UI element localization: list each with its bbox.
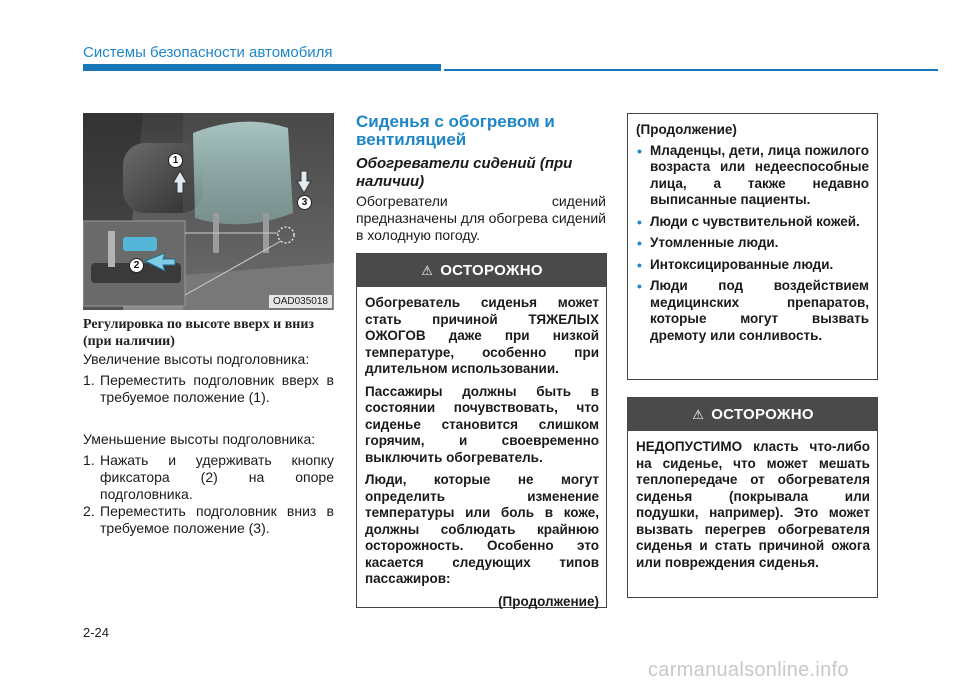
warning-body (628, 431, 877, 583)
warning-paragraph: НЕДОПУСТИМО класть что-либо на сиденье, что может мешать теплопередаче от обогревателя сиденья (покрывала или подушки, например). Это может вызвать перегрев обогревателя сиденья и стать причиной ожога или повреждения сиденья. (636, 439, 870, 570)
header-rule-thin (444, 69, 938, 71)
list-item (636, 235, 869, 252)
warning-paragraph: Люди, которые не могут определить изменение температуры или боль в коже, должны соблюдать крайнюю осторожность. Особенно это касается следующих типов пассажиров: (365, 472, 599, 586)
raise-steps (83, 372, 334, 406)
warning-body (357, 287, 606, 622)
photo-code: OAD035018 (269, 295, 332, 308)
list-item (83, 503, 334, 537)
headrest-photo (83, 113, 334, 310)
bullet-text: Люди с чувствительной кожей. (650, 213, 860, 229)
step-text: Переместить подголовник вверх в требуемое положение (1). (100, 372, 334, 405)
warning-title: ОСТОРОЖНО (711, 406, 814, 423)
step-text: Нажать и удерживать кнопку фиксатора (2) на опоре подголовника. (100, 452, 334, 502)
callout-3: 3 (297, 195, 312, 210)
header-rule-thick (83, 64, 441, 71)
step-number: 1. (83, 452, 95, 468)
lower-steps (83, 452, 334, 537)
bullet-icon: • (637, 142, 642, 159)
warning-header (357, 254, 606, 287)
page-number: 2-24 (83, 625, 110, 640)
raise-intro: Увеличение высоты подголовника: (83, 351, 310, 367)
warning-header (628, 398, 877, 431)
step-text: Переместить подголовник вниз в требуемое положение (3). (100, 503, 334, 536)
bullet-text: Младенцы, дети, лица пожилого возраста или недееспособные лица, а также недавно выписанные пациенты. (650, 142, 869, 207)
callout-1: 1 (168, 153, 183, 168)
warning-box-2 (627, 397, 878, 598)
photo-caption: Регулировка по высоте вверх и вниз (при наличии) (83, 317, 315, 349)
watermark: carmanualsonline.info (648, 659, 849, 681)
step-number: 2. (83, 503, 95, 519)
headrest-illustration (83, 113, 334, 310)
vulnerable-passengers-list (636, 143, 869, 345)
continued-label: (Продолжение) (498, 593, 599, 609)
heated-seats-paragraph: Обогреватели сидений предназначены для обогрева сидений в холодную погоду. (356, 193, 606, 243)
list-item (83, 452, 334, 503)
step-number: 1. (83, 372, 95, 388)
heated-seats-heading: Сиденья с обогревом и вентиляцией (356, 112, 555, 149)
list-item (636, 143, 869, 209)
lower-intro: Уменьшение высоты подголовника: (83, 431, 316, 447)
list-item (636, 214, 869, 231)
bullet-text: Интоксицированные люди. (650, 256, 834, 272)
list-item (83, 372, 334, 406)
heated-seats-subheading: Обогреватели сидений (при наличии) (356, 155, 573, 190)
bullet-icon: • (637, 278, 642, 294)
bullet-text: Люди под воздействием медицинских препаратов, которые могут вызвать дремоту или сонливость. (650, 278, 869, 343)
list-item (636, 278, 869, 344)
warning-triangle-icon: ⚠ (421, 263, 434, 278)
continuation-header: (Продолжение) (636, 122, 737, 137)
continuation-box (627, 113, 878, 380)
warning-triangle-icon: ⚠ (692, 407, 705, 422)
bullet-text: Утомленные люди. (650, 235, 779, 250)
list-item (636, 257, 869, 274)
warning-paragraph: Обогреватель сиденья может стать причиной ТЯЖЕЛЫХ ОЖОГОВ даже при низкой температуре, особенно при длительном использовании. (365, 295, 599, 376)
bullet-icon: • (637, 213, 642, 230)
bullet-icon: • (637, 235, 642, 251)
section-title: Системы безопасности автомобиля (83, 44, 333, 61)
callout-2: 2 (129, 258, 144, 273)
warning-paragraph: Пассажиры должны быть в состоянии почувствовать, что сиденье становится слишком горячим, и своевременно выключить обогреватель. (365, 383, 599, 465)
warning-title: ОСТОРОЖНО (440, 262, 543, 279)
warning-box-1 (356, 253, 607, 608)
bullet-icon: • (637, 256, 642, 273)
